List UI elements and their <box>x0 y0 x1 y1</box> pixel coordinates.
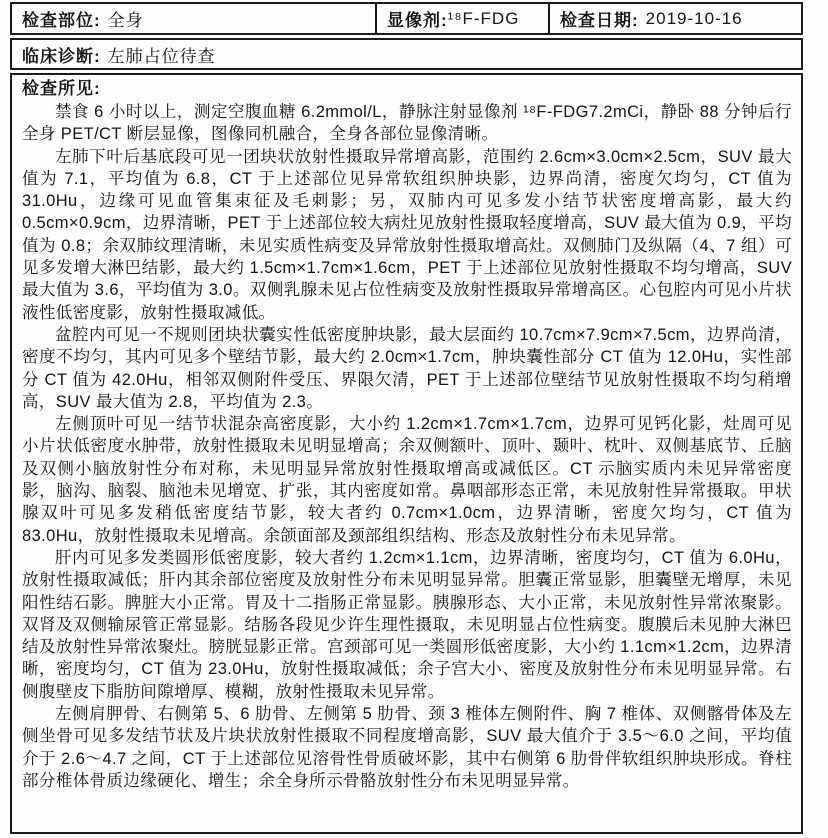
tracer-label: 显像剂: <box>387 11 448 30</box>
findings-paragraph: 左侧肩胛骨、右侧第 5、6 肋骨、左侧第 5 肋骨、颈 3 椎体左侧附件、胸 7 椎体、双侧髂骨体及左侧坐骨可见多发结节状及片块状放射性摄取不同程度增高影，SUV 最大值介于 3.5～6.0 之间，平均值介于 2.6～4.7 之间，CT 于上述部位见溶骨性骨质破坏影，其中右侧第 6 肋骨伴软组织肿块形成。脊柱部分椎体骨质边缘硬化、增生；余全身所示骨骼放射性分布未见明显异常。 <box>22 705 792 790</box>
clinical-diagnosis-label: 临床诊断: <box>22 46 101 66</box>
exam-site-label: 检查部位: <box>22 11 101 30</box>
findings-paragraph: 左肺下叶后基底段可见一团块状放射性摄取异常增高影，范围约 2.6cm×3.0cm×2.5cm，SUV 最大值为 7.1，平均值为 6.8，CT 于上述部位见异常软组织肿块影，边界尚清，密度欠均匀，CT 值为 31.0Hu，边缘可见血管集束征及毛刺影；另，双肺内可见多发小结节状密度增高影，最大约 0.5cm×0.9cm，边界清晰，PET 于上述部位较大病灶见放射性摄取轻度增高，SUV 最大值为 0.9，平均值为 0.8；余双肺纹理清晰，未见实质性病变及异常放射性摄取增高灶。双侧肺门及纵隔（4、7 组）可见多发增大淋巴结影，最大约 1.5cm×1.7cm×1.6cm，PET 于上述部位见放射性摄取不均匀增高，SUV 最大值为 3.6，平均值为 3.0。双侧乳腺未见占位性病变及放射性摄取异常增高区。心包腔内可见小片状液性低密度影，放射性摄取减低。 <box>22 147 792 322</box>
findings-paragraph: 肝内可见多发类圆形低密度影，较大者约 1.2cm×1.1cm，边界清晰，密度均匀，CT 值为 6.0Hu，放射性摄取减低；肝内其余部位密度及放射性分布未见明显异常。胆囊正常显影，胆囊壁无增厚，未见阳性结石影。脾脏大小正常。胃及十二指肠正常显影。胰腺形态、大小正常，未见放射性异常浓聚影。双肾及双侧输尿管正常显影。结肠各段见少许生理性摄取，未见明显占位性病变。腹膜后未见肿大淋巴结及放射性异常浓聚灶。膀胱显影正常。宫颈部可见一类圆形低密度影，大小约 1.1cm×1.2cm，边界清晰，密度均匀，CT 值为 23.0Hu，放射性摄取减低；余子宫大小、密度及放射性分布未见明显异常。右侧腹壁皮下脂肪间隙增厚、模糊，放射性摄取未见异常。 <box>22 548 792 701</box>
exam-site-value: 全身 <box>107 11 144 30</box>
findings-paragraph: 禁食 6 小时以上，测定空腹血糖 6.2mmol/L，静脉注射显像剂 ¹⁸F-FDG7.2mCi，静卧 88 分钟后行全身 PET/CT 断层显像，图像同机融合，全身各部位显像清晰。 <box>22 103 792 144</box>
findings-paragraph: 左侧顶叶可见一结节状混杂高密度影，大小约 1.2cm×1.7cm×1.7cm，边界可见钙化影，灶周可见小片状低密度水肿带，放射性摄取未见明显增高；余双侧额叶、顶叶、颞叶、枕叶、双侧基底节、丘脑及双侧小脑放射性分布对称，未见明显异常放射性摄取增高或减低区。CT 示脑实质内未见异常密度影，脑沟、脑裂、脑池未见增宽、扩张，其内密度如常。鼻咽部形态正常，未见放射性异常摄取。甲状腺双叶可见多发稍低密度结节影，较大者约 0.7cm×1.0cm，边界清晰，密度欠均匀，CT 值为 83.0Hu，放射性摄取未见增高。余颌面部及颈部组织结构、形态及放射性分布未见异常。 <box>22 415 792 545</box>
exam-site-cell <box>12 4 377 33</box>
tracer-value: ¹⁸F-FDG <box>447 8 520 28</box>
exam-date-value: 2019-10-16 <box>645 8 743 28</box>
tracer-cell <box>377 4 550 33</box>
findings-heading: 检查所见: <box>22 79 101 98</box>
report-header-row <box>10 2 803 35</box>
clinical-diagnosis-value: 左肺占位待查 <box>107 46 216 66</box>
exam-date-cell <box>550 4 801 33</box>
clinical-diagnosis-row <box>10 38 803 70</box>
findings-section <box>10 73 803 834</box>
findings-paragraph: 盆腔内可见一不规则团块状囊实性低密度肿块影，最大层面约 10.7cm×7.9cm×7.5cm，边界尚清，密度不均匀，其内可见多个壁结节影，最大约 2.0cm×1.7cm，肿块囊性部分 CT 值为 12.0Hu，实性部分 CT 值为 42.0Hu，相邻双侧附件受压、界限欠清，PET 于上述部位壁结节见放射性摄取不均匀稍增高，SUV 最大值为 2.8，平均值为 2.3。 <box>22 325 792 411</box>
exam-date-label: 检查日期: <box>560 11 639 30</box>
